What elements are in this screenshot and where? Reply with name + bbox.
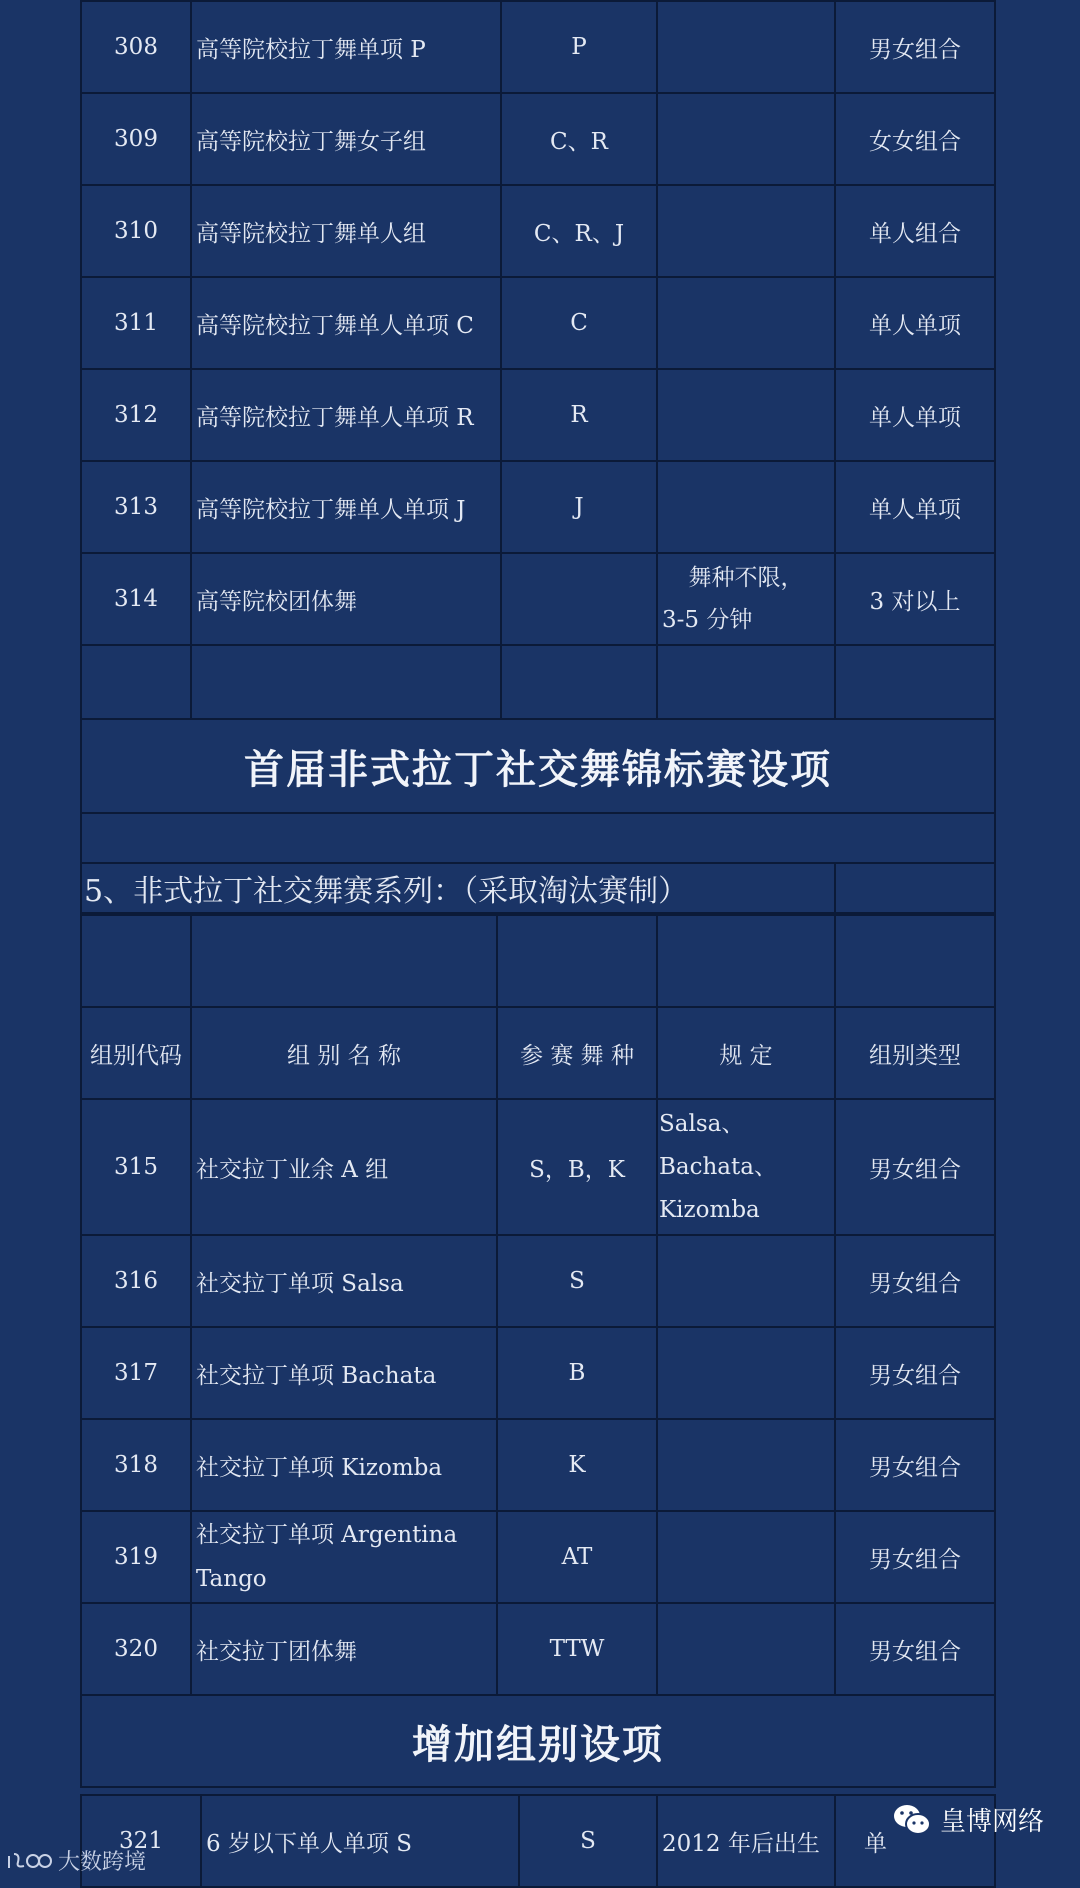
group-name: 高等院校拉丁舞单项 P	[191, 1, 501, 93]
rule-line: 3-5 分钟	[662, 607, 753, 633]
dances: S	[497, 1235, 657, 1327]
banner-row	[81, 719, 995, 813]
rule	[657, 461, 835, 553]
group-name: 高等院校拉丁舞单人单项 C	[191, 277, 501, 369]
rule	[657, 1511, 835, 1603]
dances: S，B，K	[497, 1099, 657, 1235]
table-row	[81, 1099, 995, 1235]
group-code: 317	[81, 1327, 191, 1419]
dances: AT	[497, 1511, 657, 1603]
group-code: 321	[81, 1795, 201, 1887]
table-row	[81, 1327, 995, 1419]
group-code: 316	[81, 1235, 191, 1327]
group-name: 6 岁以下单人单项 S	[201, 1795, 519, 1887]
table-row	[81, 553, 995, 645]
group-type: 男女组合	[835, 1, 995, 93]
group-type: 男女组合	[835, 1419, 995, 1511]
group-code: 310	[81, 185, 191, 277]
rule-line: 舞种不限，	[688, 565, 804, 591]
watermark-right-text: 皇博网络	[939, 1807, 1044, 1837]
empty-row	[81, 645, 995, 719]
table-row	[81, 369, 995, 461]
group-type: 男女组合	[835, 1603, 995, 1695]
group-name: 高等院校拉丁舞女子组	[191, 93, 501, 185]
header-rule: 规 定	[657, 1007, 835, 1099]
rule	[657, 553, 835, 645]
group-code: 319	[81, 1511, 191, 1603]
watermark-left-text: 大数跨境	[58, 1850, 147, 1875]
group-type: 女女组合	[835, 93, 995, 185]
wechat-icon	[892, 1803, 932, 1837]
banner-row	[81, 1695, 995, 1787]
section-banner-title: 增加组别设项	[81, 1695, 995, 1787]
dances: TTW	[497, 1603, 657, 1695]
table-row	[81, 1, 995, 93]
header-name: 组 别 名 称	[191, 1007, 497, 1099]
dances	[501, 553, 657, 645]
table-row	[81, 277, 995, 369]
empty-row	[81, 813, 995, 863]
group-type: 单人单项	[835, 277, 995, 369]
dances: C、R	[501, 93, 657, 185]
events-table-part3	[80, 1794, 996, 1888]
group-code: 308	[81, 1, 191, 93]
group-name	[191, 1511, 497, 1603]
group-name: 社交拉丁业余 A 组	[191, 1099, 497, 1235]
group-type: 单人单项	[835, 369, 995, 461]
dances: C	[501, 277, 657, 369]
empty-row	[81, 915, 995, 1007]
group-code: 309	[81, 93, 191, 185]
rule	[657, 1099, 835, 1235]
header-type: 组别类型	[835, 1007, 995, 1099]
group-type: 单	[835, 1795, 995, 1887]
table-row	[81, 1795, 995, 1887]
rule	[657, 369, 835, 461]
section-row	[81, 863, 995, 913]
group-type: 单人组合	[835, 185, 995, 277]
rule	[657, 277, 835, 369]
group-code: 311	[81, 277, 191, 369]
group-code: 313	[81, 461, 191, 553]
table-row	[81, 1235, 995, 1327]
watermark-left	[6, 1845, 146, 1876]
group-name: 高等院校拉丁舞单人组	[191, 185, 501, 277]
table-row	[81, 1603, 995, 1695]
header-row	[81, 1007, 995, 1099]
group-type: 3 对以上	[835, 553, 995, 645]
events-table-part2	[80, 914, 996, 1788]
rule	[657, 1327, 835, 1419]
dances: S	[519, 1795, 657, 1887]
rule	[657, 1603, 835, 1695]
rule	[657, 93, 835, 185]
group-name: 高等院校拉丁舞单人单项 R	[191, 369, 501, 461]
group-code: 315	[81, 1099, 191, 1235]
dances: R	[501, 369, 657, 461]
group-code: 314	[81, 553, 191, 645]
group-type: 男女组合	[835, 1327, 995, 1419]
header-code: 组别代码	[81, 1007, 191, 1099]
dances: K	[497, 1419, 657, 1511]
logo-icon	[6, 1850, 52, 1872]
dances: C、R、J	[501, 185, 657, 277]
rule	[657, 185, 835, 277]
table-row	[81, 1419, 995, 1511]
group-type: 男女组合	[835, 1511, 995, 1603]
watermark-right	[892, 1801, 1044, 1838]
group-name: 高等院校拉丁舞单人单项 J	[191, 461, 501, 553]
table-row	[81, 93, 995, 185]
rule-line: Kizomba	[659, 1196, 760, 1223]
rule-line: Salsa、	[659, 1110, 745, 1137]
section-banner-title: 首届非式拉丁社交舞锦标赛设项	[81, 719, 995, 813]
dances: B	[497, 1327, 657, 1419]
group-code: 312	[81, 369, 191, 461]
group-type: 单人单项	[835, 461, 995, 553]
group-name: 社交拉丁团体舞	[191, 1603, 497, 1695]
table-row	[81, 461, 995, 553]
group-code: 320	[81, 1603, 191, 1695]
table-row	[81, 1511, 995, 1603]
group-type: 男女组合	[835, 1235, 995, 1327]
group-name: 高等院校团体舞	[191, 553, 501, 645]
table-row	[81, 185, 995, 277]
rule: 2012 年后出生	[657, 1795, 835, 1887]
group-name: 社交拉丁单项 Kizomba	[191, 1419, 497, 1511]
group-type: 男女组合	[835, 1099, 995, 1235]
dances: J	[501, 461, 657, 553]
group-name-line: 社交拉丁单项 Argentina	[196, 1522, 458, 1548]
group-name-line: Tango	[196, 1566, 267, 1592]
rule-line: Bachata、	[659, 1153, 777, 1180]
section-title: 5、非式拉丁社交舞赛系列：（采取淘汰赛制）	[81, 863, 835, 913]
group-name: 社交拉丁单项 Bachata	[191, 1327, 497, 1419]
events-sheet	[80, 0, 994, 1888]
rule	[657, 1, 835, 93]
group-code: 318	[81, 1419, 191, 1511]
header-dances: 参 赛 舞 种	[497, 1007, 657, 1099]
group-name: 社交拉丁单项 Salsa	[191, 1235, 497, 1327]
events-table-part1	[80, 0, 996, 914]
rule	[657, 1419, 835, 1511]
rule	[657, 1235, 835, 1327]
dances: P	[501, 1, 657, 93]
